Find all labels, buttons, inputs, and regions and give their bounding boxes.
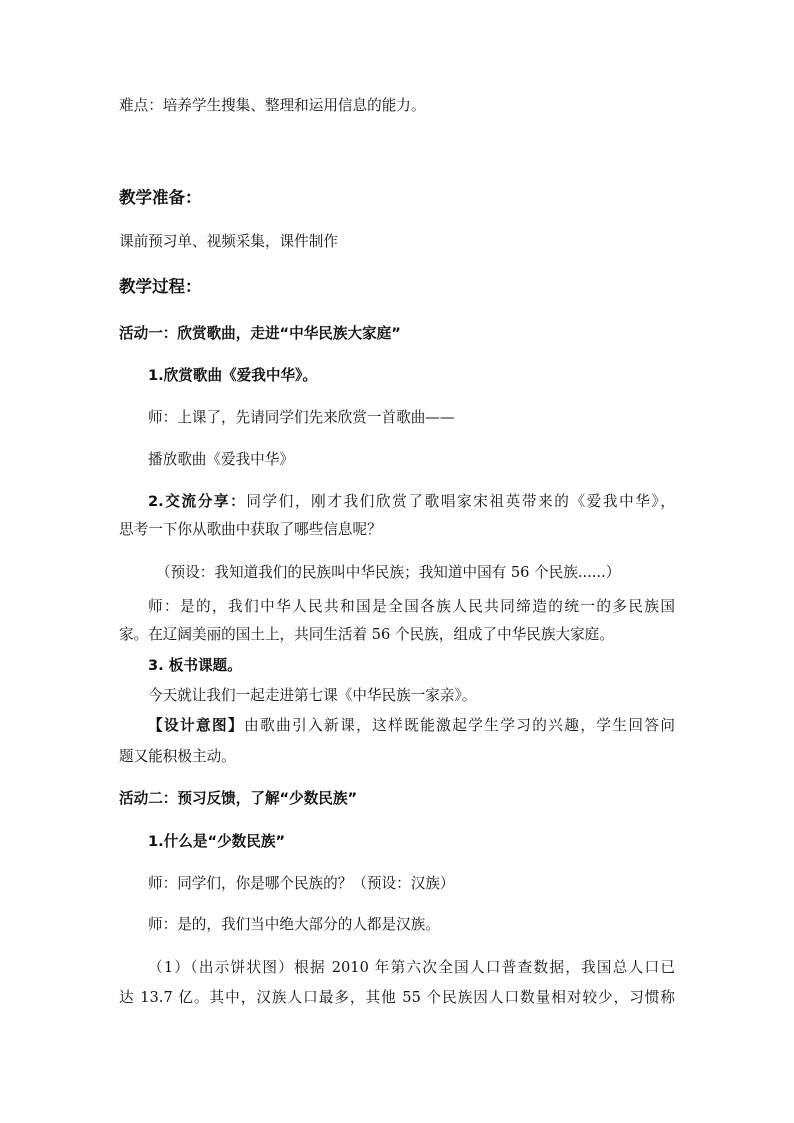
design-intent-line1 <box>148 716 675 736</box>
pie-chart-line2: 达 13.7 亿。其中，汉族人口最多，其他 55 个民族因人口数量相对较少，习惯称 <box>119 989 675 1006</box>
step2-text: 同学们，刚才我们欣赏了歌唱家宋祖英带来的《爱我中华》， <box>246 493 675 510</box>
activity1-step3-title: 3. 板书课题。 <box>148 657 242 674</box>
activity1-step1-title: 1.欣赏歌曲《爱我中华》。 <box>148 367 317 384</box>
teacher-answer-han: 师：是的，我们当中绝大部分的人都是汉族。 <box>148 916 440 933</box>
step2-line2: 思考一下你从歌曲中获取了哪些信息呢？ <box>119 521 382 538</box>
design-intent-line2: 题又能积极主动。 <box>119 748 236 765</box>
difficulty-text: 难点：培养学生搜集、整理和运用信息的能力。 <box>119 97 426 114</box>
activity2-title: 活动二：预习反馈，了解“少数民族” <box>119 790 358 807</box>
prep-text: 课前预习单、视频采集，课件制作 <box>119 233 338 250</box>
design-intent-text: 由歌曲引入新课，这样既能激起学生学习的兴趣，学生回答问 <box>244 717 675 734</box>
activity2-step1-title: 1.什么是“少数民族” <box>148 833 286 850</box>
teacher-intro: 师：上课了，先请同学们先来欣赏一首歌曲—— <box>148 409 455 426</box>
prep-heading: 教学准备： <box>119 188 202 207</box>
today-text: 今天就让我们一起走进第七课《中华民族一家亲》。 <box>148 687 477 704</box>
process-heading: 教学过程： <box>119 277 202 296</box>
teacher-answer-line2: 家。在辽阔美丽的国土上，共同生活着 56 个民族，组成了中华民族大家庭。 <box>119 626 614 643</box>
step2-label: 2.交流分享： <box>148 493 247 510</box>
activity1-title: 活动一：欣赏歌曲，走进“中华民族大家庭” <box>119 325 401 342</box>
design-intent-label: 【设计意图】 <box>148 717 245 734</box>
pie-chart-line1: （1）（出示饼状图）根据 2010 年第六次全国人口普查数据，我国总人口已 <box>148 959 675 976</box>
teacher-question: 师：同学们，你是哪个民族的？（预设：汉族） <box>148 875 455 892</box>
teacher-answer-line1: 师：是的，我们中华人民共和国是全国各族人民共同缔造的统一的多民族国 <box>148 598 675 615</box>
play-song: 播放歌曲《爱我中华》 <box>148 451 294 468</box>
step2-line1 <box>148 492 675 512</box>
preset-answer: （预设：我知道我们的民族叫中华民族；我知道中国有 56 个民族......） <box>156 564 621 581</box>
